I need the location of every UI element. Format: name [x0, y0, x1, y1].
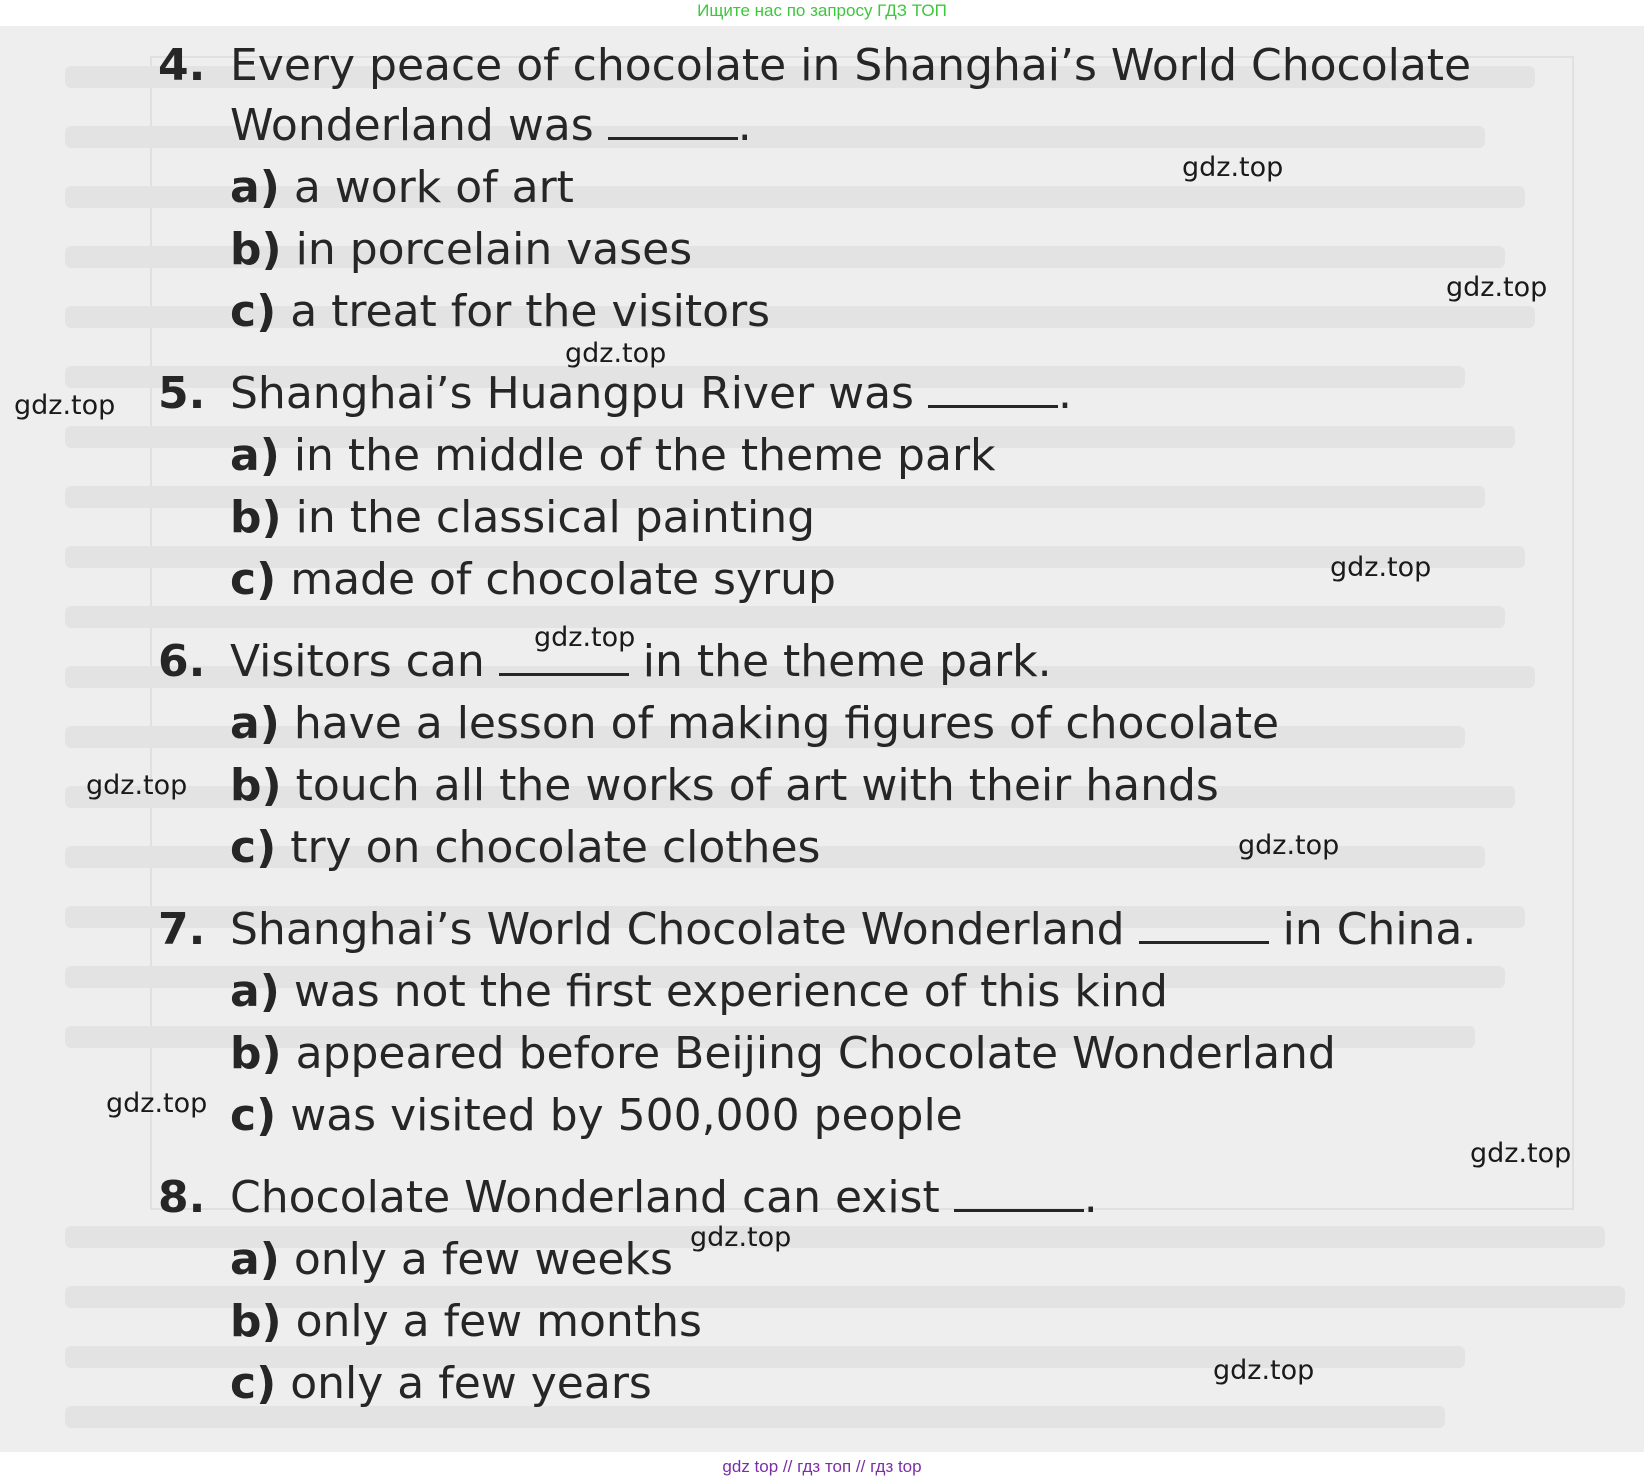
option-4a: [230, 162, 574, 214]
watermark: gdz.top: [86, 770, 188, 801]
option-letter: b): [230, 760, 282, 811]
option-6a: [230, 698, 1279, 750]
option-6c: [230, 822, 820, 874]
option-letter: a): [230, 698, 280, 749]
option-text: was visited by 500,000 people: [290, 1090, 963, 1141]
question-stem-end: in the theme park.: [642, 636, 1052, 687]
option-text: have a lesson of making figures of chocolate: [293, 698, 1280, 749]
watermark: gdz.top: [1213, 1355, 1315, 1386]
watermark: gdz.top: [534, 622, 636, 653]
option-text: a work of art: [293, 162, 574, 213]
option-letter: a): [230, 1234, 280, 1285]
option-letter: a): [230, 966, 280, 1017]
option-letter: c): [230, 286, 277, 337]
question-stem: Shanghai’s Huangpu River was: [230, 368, 914, 419]
option-8a: [230, 1234, 673, 1286]
question-stem-wrap: [230, 636, 1052, 688]
bottom-banner: gdz top // гдз топ // гдз top: [722, 1457, 922, 1476]
option-text: was not the first experience of this kind: [293, 966, 1168, 1017]
option-text: only a few weeks: [293, 1234, 673, 1285]
option-letter: a): [230, 430, 280, 481]
option-text: in the middle of the theme park: [293, 430, 996, 481]
watermark: gdz.top: [1470, 1138, 1572, 1169]
option-4b: [230, 224, 692, 276]
option-7c: [230, 1090, 963, 1142]
question-stem-end: in China.: [1282, 904, 1477, 955]
option-letter: b): [230, 224, 282, 275]
option-text: a treat for the visitors: [290, 286, 771, 337]
watermark: gdz.top: [1238, 830, 1340, 861]
watermark: gdz.top: [1446, 272, 1548, 303]
question-stem: Wonderland was: [230, 100, 594, 151]
option-letter: b): [230, 492, 282, 543]
option-text: made of chocolate syrup: [290, 554, 836, 605]
question-number: 6.: [158, 636, 206, 687]
watermark: gdz.top: [106, 1088, 208, 1119]
question-number: 4.: [158, 40, 206, 91]
option-letter: c): [230, 1090, 277, 1141]
option-5c: [230, 554, 836, 606]
option-letter: c): [230, 554, 277, 605]
option-5b: [230, 492, 815, 544]
question-number: 5.: [158, 368, 206, 419]
option-5a: [230, 430, 996, 482]
question-stem: Chocolate Wonderland can exist: [230, 1172, 940, 1223]
question-number: 7.: [158, 904, 206, 955]
option-text: only a few years: [290, 1358, 652, 1409]
question-4-stem-continued: [230, 100, 752, 152]
question-stem: Shanghai’s World Chocolate Wonderland: [230, 904, 1125, 955]
answer-blank: [954, 1175, 1084, 1212]
watermark: gdz.top: [565, 338, 667, 369]
option-4c: [230, 286, 770, 338]
answer-blank: [608, 103, 738, 140]
watermark: gdz.top: [14, 390, 116, 421]
option-letter: b): [230, 1296, 282, 1347]
option-7a: [230, 966, 1168, 1018]
answer-blank: [928, 371, 1058, 408]
option-text: try on chocolate clothes: [290, 822, 821, 873]
top-banner: Ищите нас по запросу ГДЗ ТОП: [697, 1, 947, 20]
option-text: in the classical painting: [295, 492, 816, 543]
watermark: gdz.top: [1330, 552, 1432, 583]
question-stem: Every peace of chocolate in Shanghai’s World Chocolate: [230, 40, 1472, 91]
question-stem-end: .: [1057, 368, 1072, 419]
bleed-through-line: [65, 606, 1505, 628]
watermark: gdz.top: [1182, 152, 1284, 183]
option-6b: [230, 760, 1219, 812]
question-stem-end: .: [1083, 1172, 1098, 1223]
question-stem: Visitors can: [230, 636, 485, 687]
option-7b: [230, 1028, 1336, 1080]
option-letter: c): [230, 1358, 277, 1409]
option-text: appeared before Beijing Chocolate Wonderland: [295, 1028, 1336, 1079]
option-text: only a few months: [295, 1296, 702, 1347]
answer-blank: [1139, 907, 1269, 944]
watermark: gdz.top: [690, 1222, 792, 1253]
option-text: touch all the works of art with their hands: [295, 760, 1219, 811]
question-stem-wrap: [230, 1172, 1098, 1224]
option-text: in porcelain vases: [295, 224, 693, 275]
question-stem-end: .: [737, 100, 752, 151]
option-8b: [230, 1296, 702, 1348]
question-stem-wrap: [230, 904, 1476, 956]
option-8c: [230, 1358, 652, 1410]
option-letter: a): [230, 162, 280, 213]
question-stem-wrap: [230, 368, 1072, 420]
option-letter: b): [230, 1028, 282, 1079]
option-letter: c): [230, 822, 277, 873]
question-number: 8.: [158, 1172, 206, 1223]
